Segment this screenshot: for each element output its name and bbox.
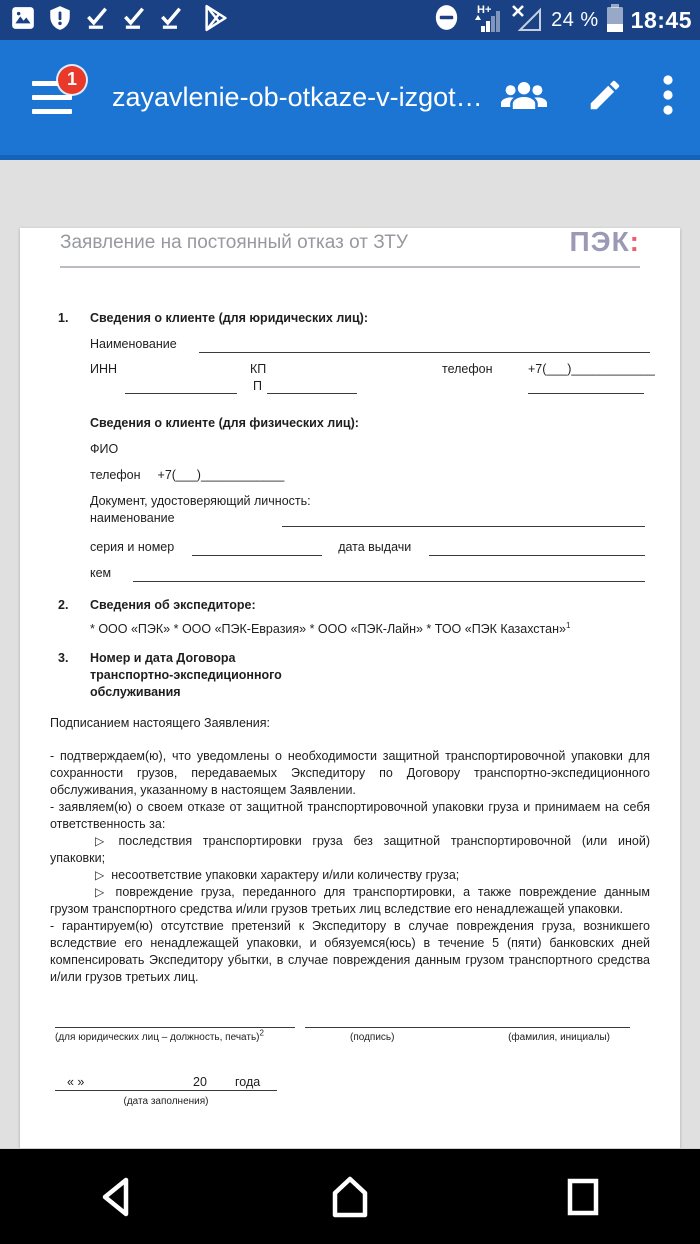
field-label-phone2: телефон — [90, 468, 141, 482]
field-label-doc-name: наименование — [90, 511, 175, 525]
section-heading: Сведения о клиенте (для юридических лиц): — [90, 311, 368, 325]
check-icon — [121, 5, 147, 36]
do-not-disturb-icon — [433, 4, 460, 36]
android-nav-bar — [0, 1148, 700, 1244]
field-label-inn: ИНН — [90, 362, 118, 376]
battery-percent: 24 % — [551, 8, 599, 31]
pek-logo: ПЭК: — [569, 226, 640, 257]
date-caption: (дата заполнения) — [123, 1096, 209, 1107]
phone-mask: +7(___)____________ — [528, 362, 655, 376]
bullet-item: ▷ несоответствие упаковки характеру и/или количеству груза; — [95, 868, 460, 882]
paragraph: - подтверждаем(ю), что уведомлены о необходимости защитной транспортировочной упаковки для сохранности грузов, передаваемых Экспедитору по Договору транспортно-экспедиционного обслуживания, указанному в настоящем Заявлении. — [50, 749, 650, 797]
people-button[interactable] — [500, 75, 548, 120]
fill-date-block — [55, 1074, 277, 1110]
field-label-name: Наименование — [90, 337, 177, 351]
recents-icon — [563, 1175, 603, 1219]
cell-signal-icon — [467, 2, 503, 39]
document-viewport[interactable] — [0, 160, 700, 1148]
play-store-icon — [201, 3, 231, 38]
field-label-issue-date: дата выдачи — [338, 540, 412, 554]
field-label-phone: телефон — [442, 362, 493, 376]
signature-block — [50, 1026, 650, 1044]
notification-icons — [10, 3, 231, 38]
document-page — [20, 228, 680, 1158]
gallery-icon — [10, 5, 36, 36]
date-quotes: « » — [67, 1075, 85, 1089]
signature-line — [305, 1026, 630, 1028]
paragraph: - заявляем(ю) о своем отказе от защитной транспортировочной упаковки груза и принимаем на себя ответственность за: — [50, 800, 650, 831]
footnote-ref: 2 — [259, 1028, 264, 1038]
date-year-suffix: года — [235, 1075, 261, 1089]
overflow-menu-button[interactable] — [662, 73, 674, 122]
phone-field-line — [528, 378, 644, 394]
field-label-document: Документ, удостоверяющий личность: — [90, 494, 311, 508]
doc-name-field-line — [282, 512, 645, 527]
bullet-item: ▷ последствия транспортировки груза без защитной транспортировочной (или иной) упаковки; — [50, 834, 650, 865]
date-year-prefix: 20 — [193, 1075, 207, 1089]
check-icon — [84, 5, 110, 36]
section-heading: Сведения об экспедиторе: — [90, 598, 256, 612]
field-label-kp: КП — [250, 362, 267, 376]
date-line — [55, 1090, 277, 1091]
menu-button[interactable] — [32, 69, 78, 118]
back-icon — [95, 1175, 139, 1219]
document-title-bar: zayavlenie-ob-otkaze-v-izgot… — [112, 82, 483, 112]
footnote-ref: 1 — [565, 620, 571, 630]
shield-alert-icon — [47, 5, 73, 36]
triangle-bullet-icon: ▷ — [95, 834, 112, 848]
back-button[interactable] — [0, 1175, 233, 1219]
sign-caption: (подпись) — [350, 1032, 395, 1043]
no-network-icon — [510, 3, 544, 38]
section-heading-fiz: Сведения о клиенте (для физических лиц): — [90, 416, 359, 430]
section-number: 3. — [58, 651, 69, 665]
issue-date-field-line — [429, 541, 645, 556]
app-bar — [0, 40, 700, 160]
field-label-fio: ФИО — [90, 442, 119, 456]
title-divider — [60, 266, 640, 268]
svg-text:H+: H+ — [477, 3, 492, 16]
section-number: 1. — [58, 311, 69, 325]
edit-button[interactable] — [586, 76, 624, 119]
inn-kpp-phone-row — [50, 361, 655, 401]
triangle-bullet-icon: ▷ — [95, 885, 109, 899]
check-icon — [158, 5, 184, 36]
home-button[interactable] — [233, 1175, 466, 1219]
forwarder-options: * ООО «ПЭК» * ООО «ПЭК-Евразия» * ООО «ПЭК-Лайн» * ТОО «ПЭК Казахстан»$^1$ — [90, 620, 571, 636]
battery-icon — [606, 3, 624, 38]
notification-badge: 1 — [58, 66, 86, 94]
signature-caption: (для юридических лиц – должность, печать)$^2$ — [55, 1028, 264, 1043]
document-title: Заявление на постоянный отказ от ЗТУ — [60, 232, 408, 253]
section-heading: Номер и дата Договора транспортно-экспедиционного обслуживания — [90, 651, 282, 699]
field-label-series: серия и номер — [90, 540, 175, 554]
status-bar — [0, 0, 700, 40]
bullet-item: ▷ повреждение груза, переданного для транспортировки, а также повреждение данным грузом транспортного средства и/или грузов третьих лиц вследствие его ненадлежащей упаковки. — [50, 885, 650, 916]
name-caption: (фамилия, инициалы) — [508, 1032, 610, 1043]
home-icon — [327, 1175, 373, 1219]
kpp-field-line — [267, 378, 357, 394]
intro-line: Подписанием настоящего Заявления: — [50, 716, 271, 730]
paragraph: - гарантируем(ю) отсутствие претензий к Экспедитору в случае повреждения груза, возникшего вследствие его ненадлежащей упаковки, и обязуемся(юсь) в течение 5 (пяти) банковских дней компенсировать Экспедитору убытки, в случае повреждения данным грузом транспортного средства и/или грузов третьих лиц. — [50, 919, 650, 984]
phone-mask2: +7(___)____________ — [157, 468, 285, 482]
clock: 18:45 — [630, 6, 692, 33]
issued-by-field-line — [133, 567, 645, 582]
name-field-line — [199, 338, 650, 353]
inn-field-line — [125, 361, 237, 394]
field-label-issued-by: кем — [90, 566, 112, 580]
field-label-p: П — [253, 379, 262, 393]
recents-button[interactable] — [466, 1175, 699, 1219]
section-number: 2. — [58, 598, 69, 612]
series-field-line — [192, 541, 322, 556]
triangle-bullet-icon: ▷ — [95, 868, 105, 882]
